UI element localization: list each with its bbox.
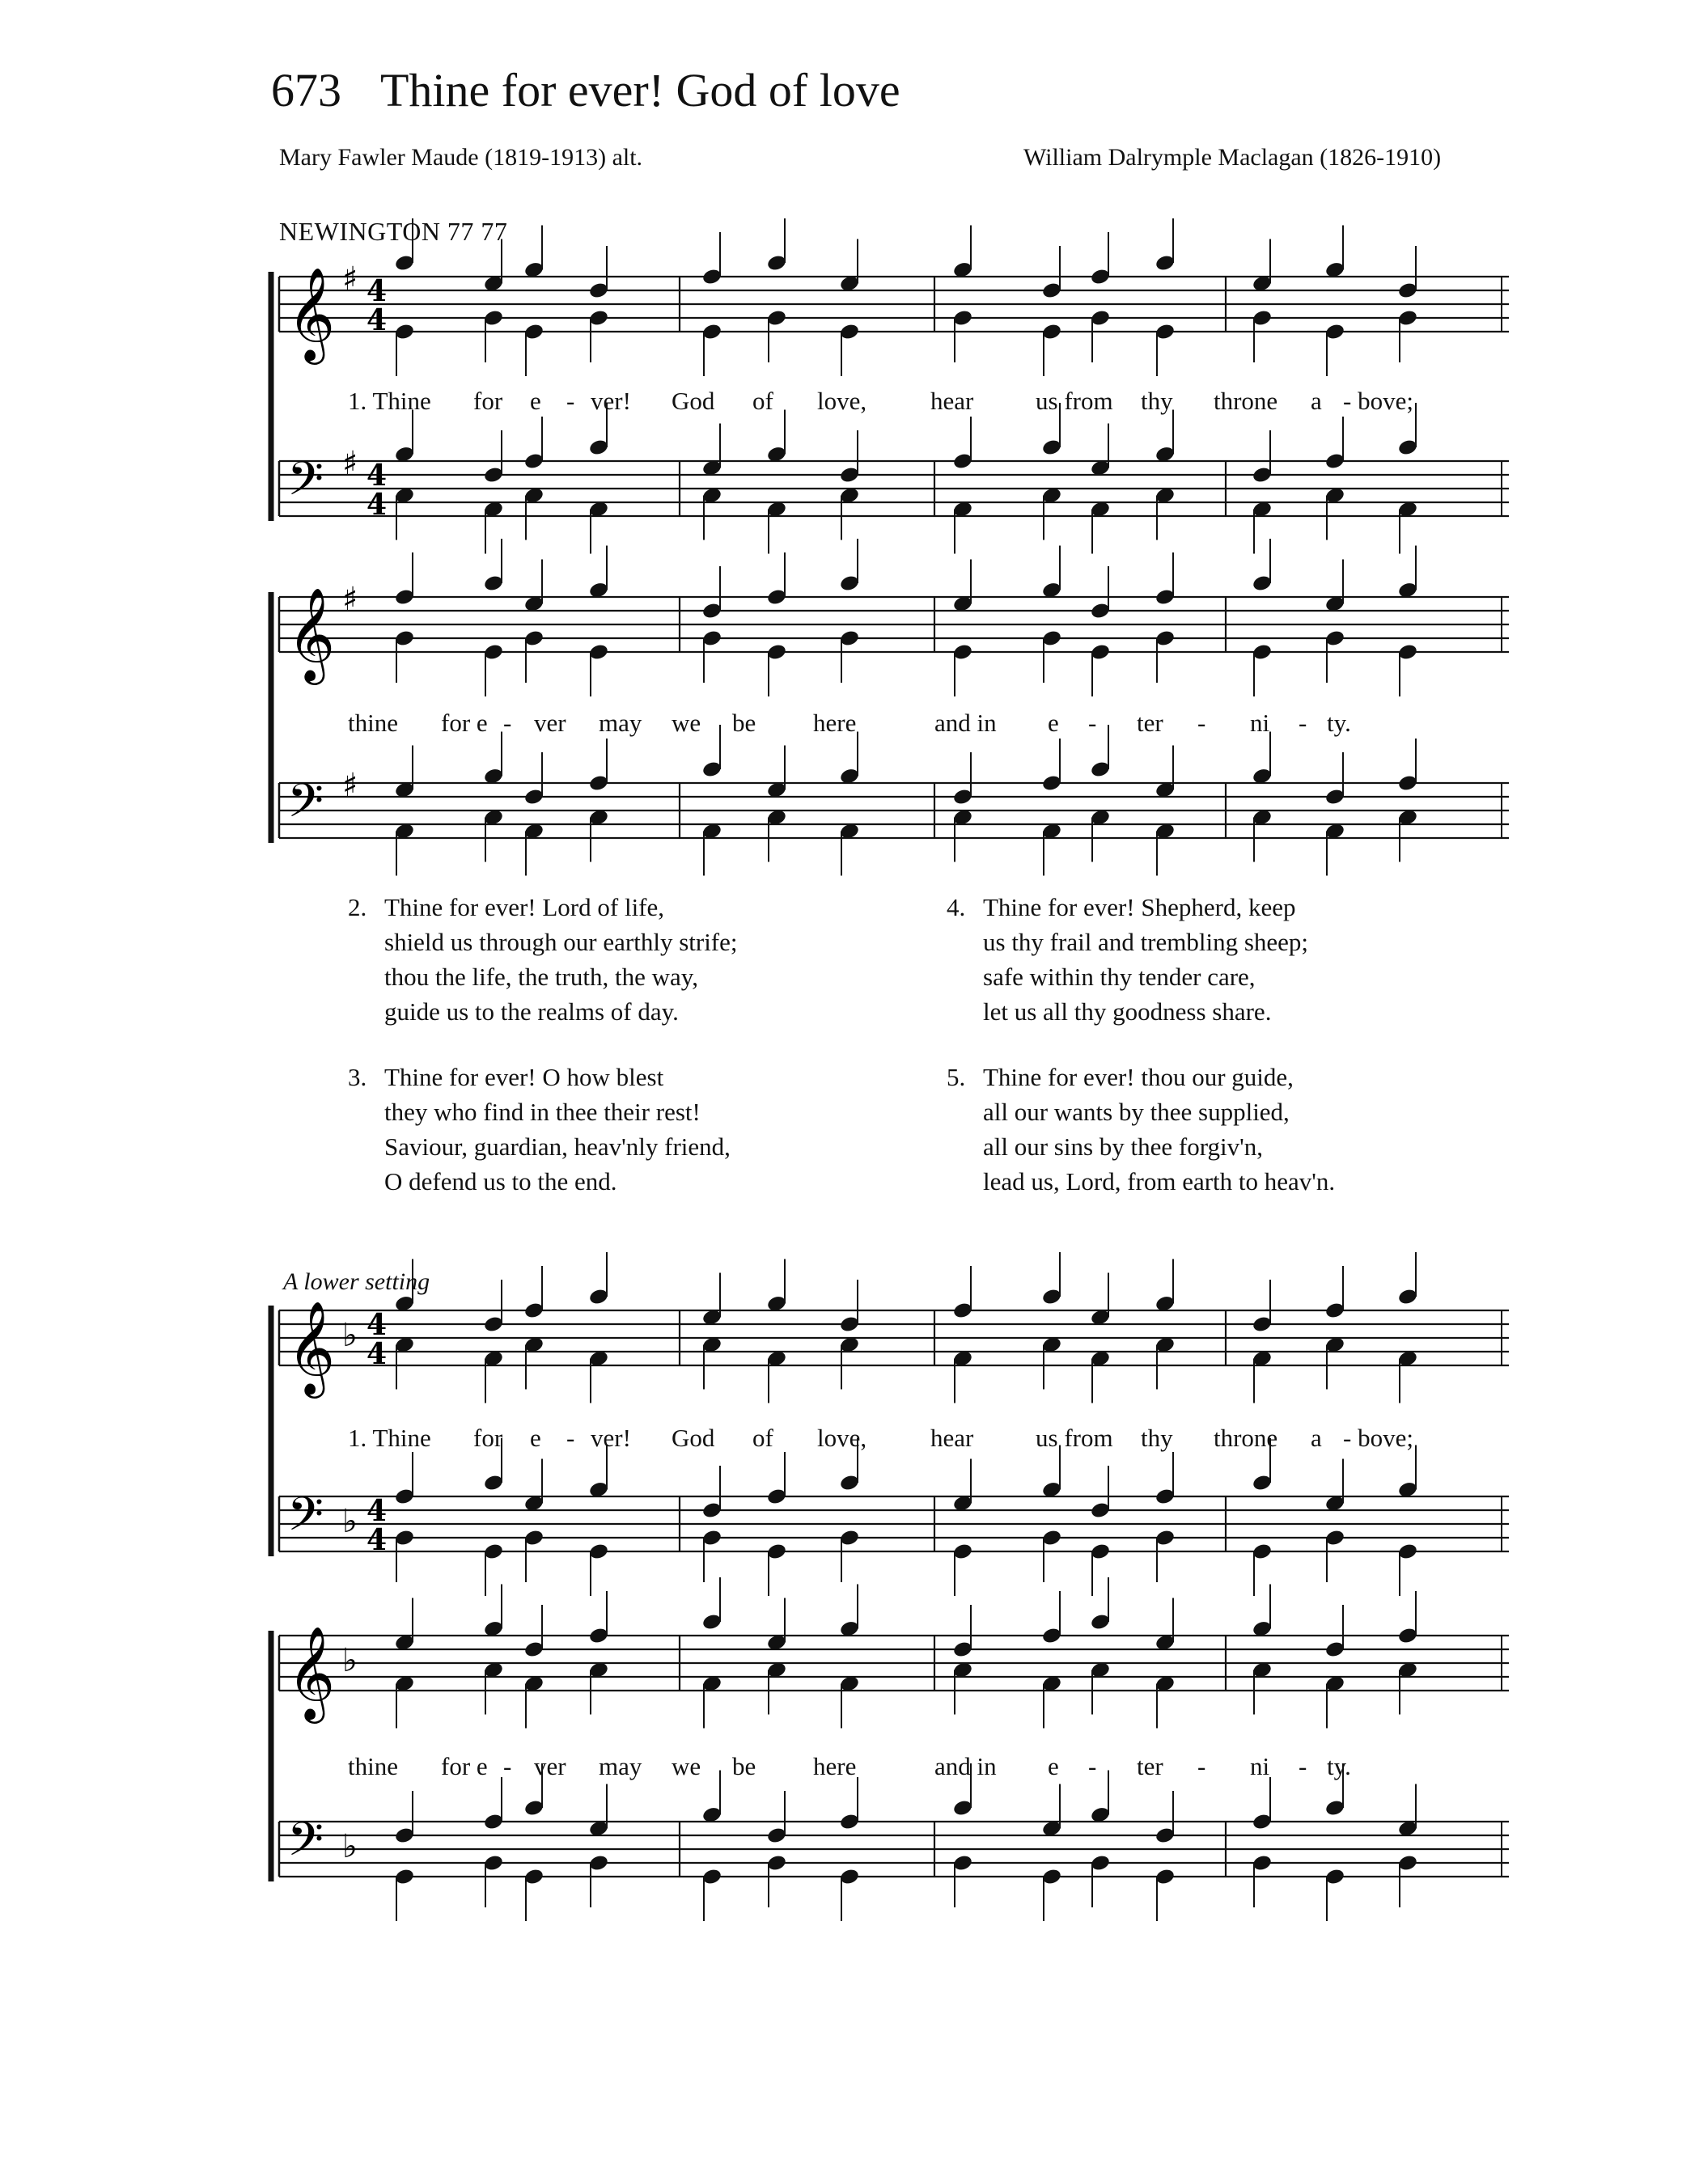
lyric-syllable: e [1048,1752,1059,1780]
verse-2 [348,890,738,1029]
lyric-syllable: of [752,387,773,415]
bass-clef-icon: 𝄢 [287,773,324,840]
lyric-syllable: - [1299,709,1307,737]
verse-line: all our sins by thee forgiv'n, [983,1132,1263,1161]
verse-line: all our wants by thee supplied, [983,1098,1290,1126]
words-credit: Mary Fawler Maude (1819-1913) alt. [279,144,643,171]
verse-5 [947,1060,1335,1199]
time-signature-top: 4 [366,459,388,493]
lyric-syllable: e [1048,709,1059,737]
verse-line: safe within thy tender care, [983,963,1256,991]
verse-line: Thine for ever! Shepherd, keep [983,893,1296,921]
lyric-syllable: ni [1250,709,1270,737]
lyric-syllable: us from [1036,387,1113,415]
lyric-syllable: be [732,1752,756,1780]
sharp-icon: ♯ [342,581,358,618]
lyric-syllable: for e [441,1752,488,1780]
lyric-syllable: be [732,709,756,737]
verse-line: Thine for ever! Lord of life, [384,893,665,921]
lyric-syllable: - bove; [1343,387,1413,415]
verse-line: let us all thy goodness share. [983,997,1272,1026]
lyric-syllable: - [1197,1752,1206,1780]
verse-line: O defend us to the end. [384,1167,617,1196]
lyric-syllable: here [813,1752,857,1780]
treble-clef-icon: 𝄞 [287,266,336,361]
verse-line: lead us, Lord, from earth to heav'n. [983,1167,1336,1196]
lyric-syllable: thine [348,1752,398,1780]
verse-3 [348,1060,731,1199]
lyric-syllable: God [672,1424,715,1452]
lyric-syllable: may [599,1752,642,1780]
lyric-syllable: - [566,1424,575,1452]
lyric-syllable: throne [1214,1424,1278,1452]
lyric-syllable: thy [1141,387,1173,415]
bass-clef-icon: 𝄢 [287,1812,324,1878]
lyric-syllable: we [672,709,701,737]
sharp-icon: ♯ [342,260,358,298]
verse-number: 4. [947,893,966,921]
lyric-syllable: thy [1141,1424,1173,1452]
lyric-syllable: thine [348,709,398,737]
lyric-syllable: hear [930,387,974,415]
lyric-syllable: a [1311,387,1322,415]
lyric-syllable: may [599,709,642,737]
lyric-syllable: ty. [1327,1752,1351,1780]
lyric-syllable: - [503,709,512,737]
lyric-syllable: ver [534,709,566,737]
lyric-syllable: us from [1036,1424,1113,1452]
lyric-syllable: love, [817,1424,867,1452]
time-signature-top: 4 [366,274,388,308]
treble-clef-icon: 𝄞 [287,1300,336,1395]
sharp-icon: ♯ [342,767,358,804]
verse-line: Thine for ever! thou our guide, [983,1063,1294,1091]
lyric-syllable: love, [817,387,867,415]
lyric-syllable: e [530,1424,541,1452]
lyric-syllable: we [672,1752,701,1780]
flat-icon: ♭ [342,1503,358,1540]
bass-clef-icon: 𝄢 [287,1487,324,1553]
lyric-syllable: and in [934,1752,997,1780]
verse-number: 5. [947,1063,966,1091]
lyric-syllable: - bove; [1343,1424,1413,1452]
verse-number: 2. [348,893,367,921]
lyric-syllable: ter [1137,1752,1163,1780]
time-signature-top: 4 [366,1494,388,1528]
lyric-syllable: ver [534,1752,566,1780]
time-signature-bottom: 4 [366,488,388,522]
verse-line: us thy frail and trembling sheep; [983,928,1309,956]
lyric-syllable: - [1088,709,1097,737]
lyric-syllable: ver! [591,1424,631,1452]
lyric-syllable: - [1088,1752,1097,1780]
treble-clef-icon: 𝄞 [287,1625,336,1720]
treble-clef-icon: 𝄞 [287,586,336,681]
lyric-syllable: ver! [591,387,631,415]
lyric-syllable: 1. Thine [348,1424,431,1452]
lyric-syllable: ni [1250,1752,1270,1780]
lyric-syllable: - [1299,1752,1307,1780]
verse-number: 3. [348,1063,367,1091]
time-signature-bottom: 4 [366,1523,388,1557]
lyric-syllable: throne [1214,387,1278,415]
lyric-syllable: a [1311,1424,1322,1452]
time-signature-bottom: 4 [366,1337,388,1371]
lyric-syllable: - [1197,709,1206,737]
lower-setting-heading: A lower setting [283,1268,430,1295]
hymn-title: Thine for ever! God of love [380,64,900,116]
lyric-syllable: hear [930,1424,974,1452]
lyric-syllable: ter [1137,709,1163,737]
verse-4 [947,890,1308,1029]
lyric-syllable: and in [934,709,997,737]
flat-icon: ♭ [342,1317,358,1354]
lyric-syllable: here [813,709,857,737]
lyric-syllable: ty. [1327,709,1351,737]
verse-line: shield us through our earthly strife; [384,928,738,956]
verse-line: Saviour, guardian, heav'nly friend, [384,1132,731,1161]
verse-line: thou the life, the truth, the way, [384,963,698,991]
bass-clef-icon: 𝄢 [287,451,324,518]
time-signature-bottom: 4 [366,303,388,337]
lyric-syllable: - [566,387,575,415]
time-signature-top: 4 [366,1308,388,1342]
lyric-syllable: of [752,1424,773,1452]
lyric-syllable: for e [441,709,488,737]
lyric-syllable: for [473,387,503,415]
lyric-syllable: God [672,387,715,415]
lyric-syllable: for [473,1424,503,1452]
sharp-icon: ♯ [342,445,358,482]
tune-name: NEWINGTON 77 77 [279,217,508,246]
lyric-syllable: 1. Thine [348,387,431,415]
verse-line: guide us to the realms of day. [384,997,679,1026]
verse-line: Thine for ever! O how blest [384,1063,664,1091]
lyric-syllable: - [503,1752,512,1780]
lyric-syllable: e [530,387,541,415]
verse-line: they who find in thee their rest! [384,1098,701,1126]
hymn-number: 673 [271,64,341,116]
flat-icon: ♭ [342,1642,358,1679]
flat-icon: ♭ [342,1828,358,1865]
music-credit: William Dalrymple Maclagan (1826-1910) [1023,144,1442,171]
